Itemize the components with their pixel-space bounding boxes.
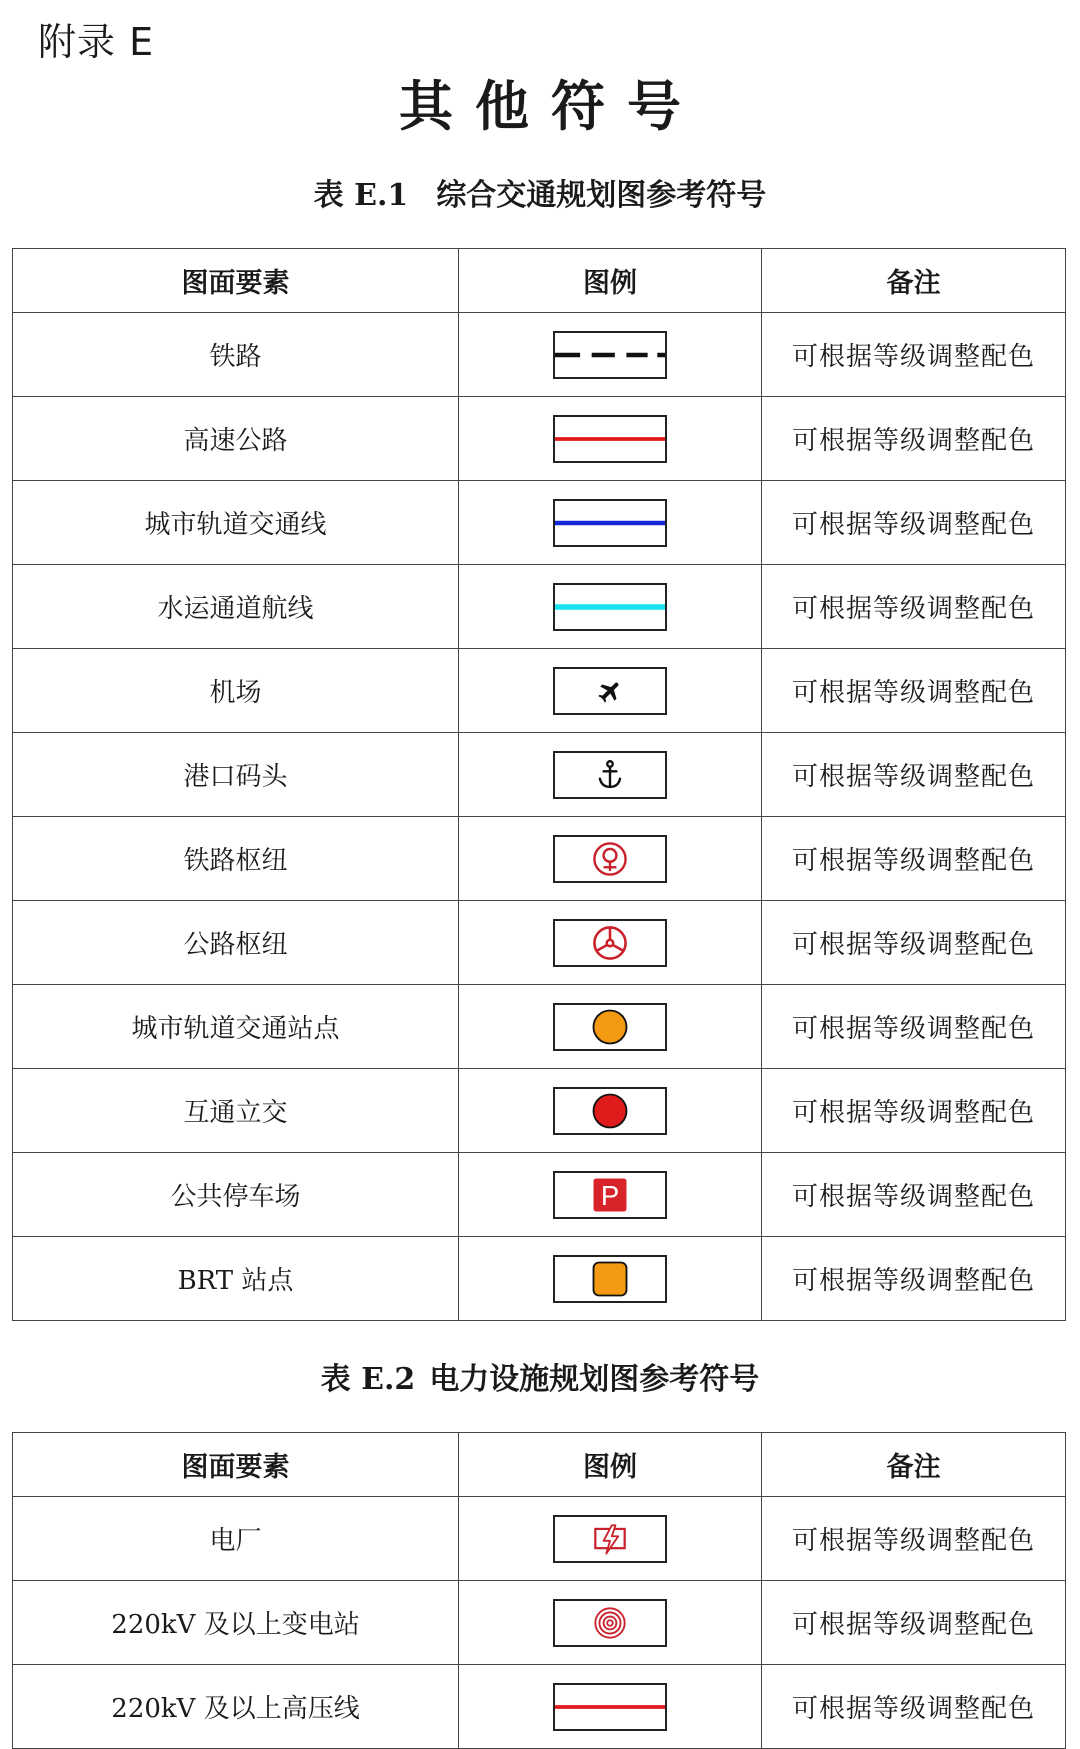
element-name: 城市轨道交通站点 — [13, 985, 459, 1069]
note-text: 可根据等级调整配色 — [762, 985, 1066, 1069]
legend-cell — [459, 1153, 762, 1237]
element-name: 高速公路 — [13, 397, 459, 481]
legend-cell — [459, 397, 762, 481]
table-row — [13, 1069, 1066, 1153]
table2-caption — [0, 1360, 1080, 1400]
transport-symbol-table — [12, 248, 1066, 1321]
element-name: 互通立交 — [13, 1069, 459, 1153]
element-name: 公路枢纽 — [13, 901, 459, 985]
table-row — [13, 985, 1066, 1069]
appendix-label: 附录 E — [38, 20, 155, 64]
note-text: 可根据等级调整配色 — [762, 481, 1066, 565]
note-text: 可根据等级调整配色 — [762, 1153, 1066, 1237]
highway-hub-icon — [553, 919, 667, 967]
note-text: 可根据等级调整配色 — [762, 313, 1066, 397]
element-name: 220kV 及以上高压线 — [13, 1665, 459, 1749]
parking-icon — [553, 1171, 667, 1219]
element-name: 水运通道航线 — [13, 565, 459, 649]
header-element: 图面要素 — [13, 249, 459, 313]
red-circle-icon — [553, 1087, 667, 1135]
note-text: 可根据等级调整配色 — [762, 1497, 1066, 1581]
table-row — [13, 565, 1066, 649]
table-header-row — [13, 249, 1066, 313]
table-row — [13, 397, 1066, 481]
table-row — [13, 817, 1066, 901]
legend-cell — [459, 1237, 762, 1321]
legend-cell — [459, 313, 762, 397]
railway-line-icon — [553, 331, 667, 379]
legend-cell — [459, 1069, 762, 1153]
legend-cell — [459, 649, 762, 733]
table-row — [13, 481, 1066, 565]
note-text: 可根据等级调整配色 — [762, 733, 1066, 817]
header-element: 图面要素 — [13, 1433, 459, 1497]
legend-cell — [459, 901, 762, 985]
element-name: 铁路枢纽 — [13, 817, 459, 901]
legend-cell — [459, 1581, 762, 1665]
table2-caption-number: 表 E.2 — [320, 1362, 416, 1397]
expressway-line-icon — [553, 415, 667, 463]
element-name: 铁路 — [13, 313, 459, 397]
table2-caption-text: 电力设施规划图参考符号 — [429, 1362, 760, 1397]
note-text: 可根据等级调整配色 — [762, 565, 1066, 649]
note-text: 可根据等级调整配色 — [762, 1581, 1066, 1665]
table-row — [13, 733, 1066, 817]
legend-cell — [459, 565, 762, 649]
anchor-icon — [553, 751, 667, 799]
power-plant-icon — [553, 1515, 667, 1563]
header-note: 备注 — [762, 1433, 1066, 1497]
table-row — [13, 1665, 1066, 1749]
note-text: 可根据等级调整配色 — [762, 1665, 1066, 1749]
note-text: 可根据等级调整配色 — [762, 1237, 1066, 1321]
element-name: 机场 — [13, 649, 459, 733]
table-row — [13, 313, 1066, 397]
legend-cell — [459, 985, 762, 1069]
note-text: 可根据等级调整配色 — [762, 817, 1066, 901]
waterway-line-icon — [553, 583, 667, 631]
table1-caption-number: 表 E.1 — [313, 178, 409, 213]
table1-caption — [0, 176, 1080, 216]
element-name: 公共停车场 — [13, 1153, 459, 1237]
header-legend: 图例 — [459, 1433, 762, 1497]
orange-circle-icon — [553, 1003, 667, 1051]
element-name: 220kV 及以上变电站 — [13, 1581, 459, 1665]
legend-cell — [459, 1497, 762, 1581]
header-note: 备注 — [762, 249, 1066, 313]
table1-caption-text: 综合交通规划图参考符号 — [436, 178, 767, 213]
substation-icon — [553, 1599, 667, 1647]
legend-cell — [459, 1665, 762, 1749]
legend-cell — [459, 817, 762, 901]
note-text: 可根据等级调整配色 — [762, 901, 1066, 985]
legend-cell — [459, 481, 762, 565]
table-row — [13, 1497, 1066, 1581]
header-legend: 图例 — [459, 249, 762, 313]
airplane-icon — [553, 667, 667, 715]
note-text: 可根据等级调整配色 — [762, 649, 1066, 733]
high-voltage-line-icon — [553, 1683, 667, 1731]
table-row — [13, 649, 1066, 733]
table-header-row — [13, 1433, 1066, 1497]
railway-hub-icon — [553, 835, 667, 883]
table-row — [13, 1153, 1066, 1237]
legend-cell — [459, 733, 762, 817]
element-name: 电厂 — [13, 1497, 459, 1581]
table-row — [13, 901, 1066, 985]
table-row — [13, 1581, 1066, 1665]
note-text: 可根据等级调整配色 — [762, 1069, 1066, 1153]
element-name: 港口码头 — [13, 733, 459, 817]
element-name: BRT 站点 — [13, 1237, 459, 1321]
note-text: 可根据等级调整配色 — [762, 397, 1066, 481]
table-row — [13, 1237, 1066, 1321]
orange-square-icon — [553, 1255, 667, 1303]
page-title: 其他符号 — [399, 75, 703, 138]
urban-rail-line-icon — [553, 499, 667, 547]
element-name: 城市轨道交通线 — [13, 481, 459, 565]
svg-text:P: P — [600, 1179, 620, 1211]
power-symbol-table — [12, 1432, 1066, 1749]
